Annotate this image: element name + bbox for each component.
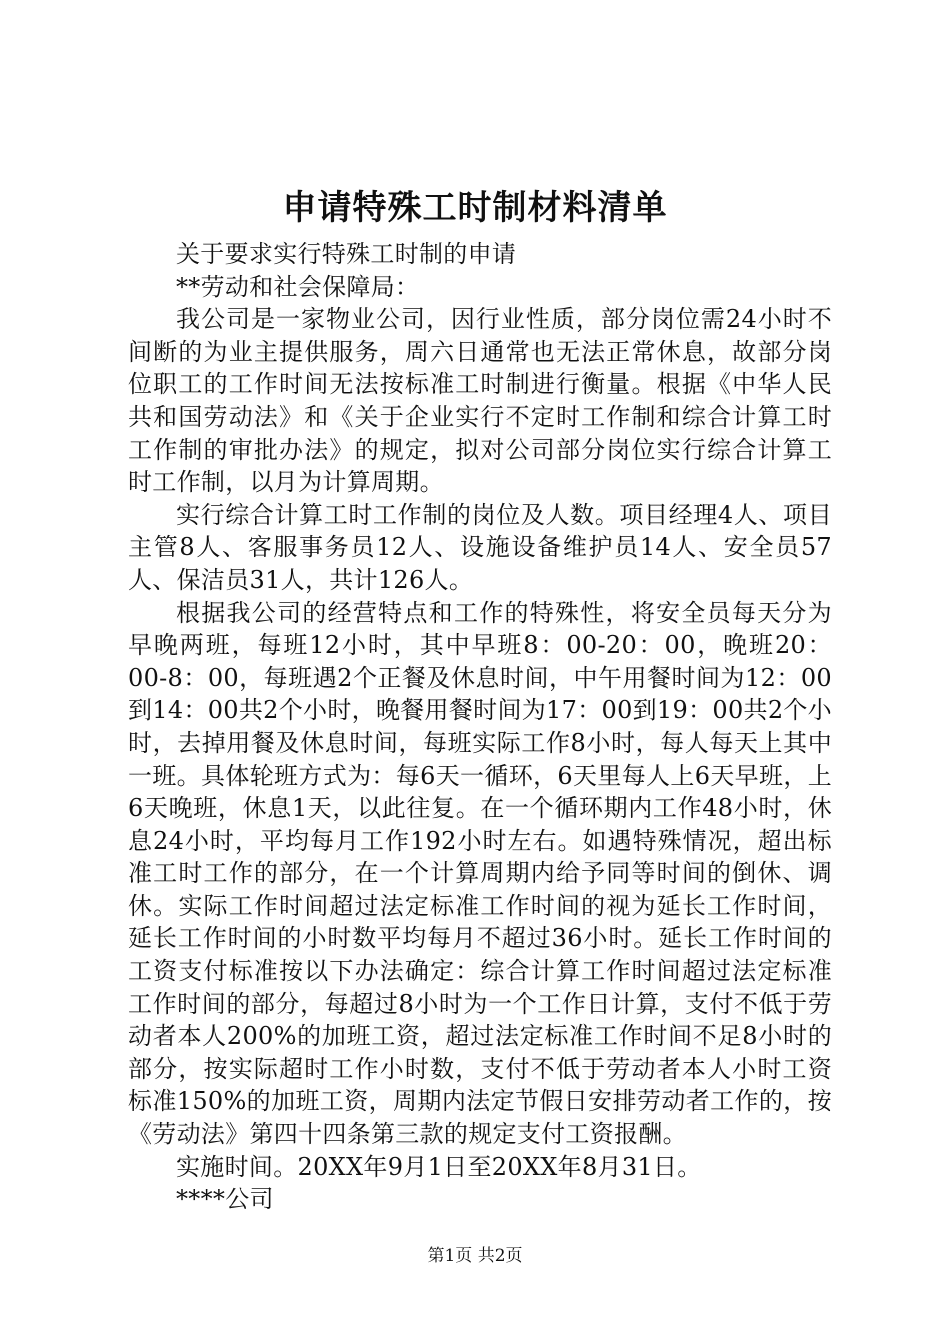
company-signature: ****公司	[176, 1185, 274, 1214]
recipient-line: **劳动和社会保障局：	[176, 272, 420, 301]
document-title: 申请特殊工时制材料清单	[282, 188, 668, 228]
intro-paragraph: 我公司是一家物业公司，因行业性质，部分岗位需24小时不间断的为业主提供服务，周六日通常也无法正常休息，故部分岗位职工的工作时间无法按标准工时制进行衡量。根据《中华人民共和国劳动法》和《关于企业实行不定时工作制和综合计算工时工作制的审批办法》的规定，拟对公司部分岗位实行综合计算工时工作制，以月为计算周期。	[128, 305, 832, 497]
request-heading: 关于要求实行特殊工时制的申请	[176, 240, 517, 268]
implementation-date: 实施时间。20XX年9月1日至20XX年8月31日。	[176, 1152, 702, 1181]
schedule-paragraph: 根据我公司的经营特点和工作的特殊性，将安全员每天分为早晚两班，每班12小时，其中早班8：00-20：00，晚班20：00-8：00，每班遇2个正餐及休息时间，中午用餐时间为12：00到14：00共2个小时，晚餐用餐时间为17：00到19：00共2个小时，去掉用餐及休息时间，每班实际工作8小时，每人每天上其中一班。具体轮班方式为：每6天一循环，6天里每人上6天早班，上6天晚班，休息1天，以此往复。在一个循环期内工作48小时，休息24小时，平均每月工作192小时左右。如遇特殊情况，超出标准工时工作的部分，在一个计算周期内给予同等时间的倒休、调休。实际工作时间超过法定标准工作时间的视为延长工作时间，延长工作时间的小时数平均每月不超过36小时。延长工作时间的工资支付标准按以下办法确定：综合计算工作时间超过法定标准工作时间的部分，每超过8小时为一个工作日计算，支付不低于劳动者本人200%的加班工资，超过法定标准工作时间不足8小时的部分，按实际超时工作小时数，支付不低于劳动者本人小时工资标准150%的加班工资，周期内法定节假日安排劳动者工作的，按《劳动法》第四十四条第三款的规定支付工资报酬。	[128, 598, 832, 1149]
document-body	[128, 238, 832, 1216]
positions-paragraph: 实行综合计算工时工作制的岗位及人数。项目经理4人、项目主管8人、客服事务员12人、设施设备维护员14人、安全员57人、保洁员31人，共计126人。	[128, 500, 832, 594]
page-number: 第1页 共2页	[427, 1246, 523, 1266]
